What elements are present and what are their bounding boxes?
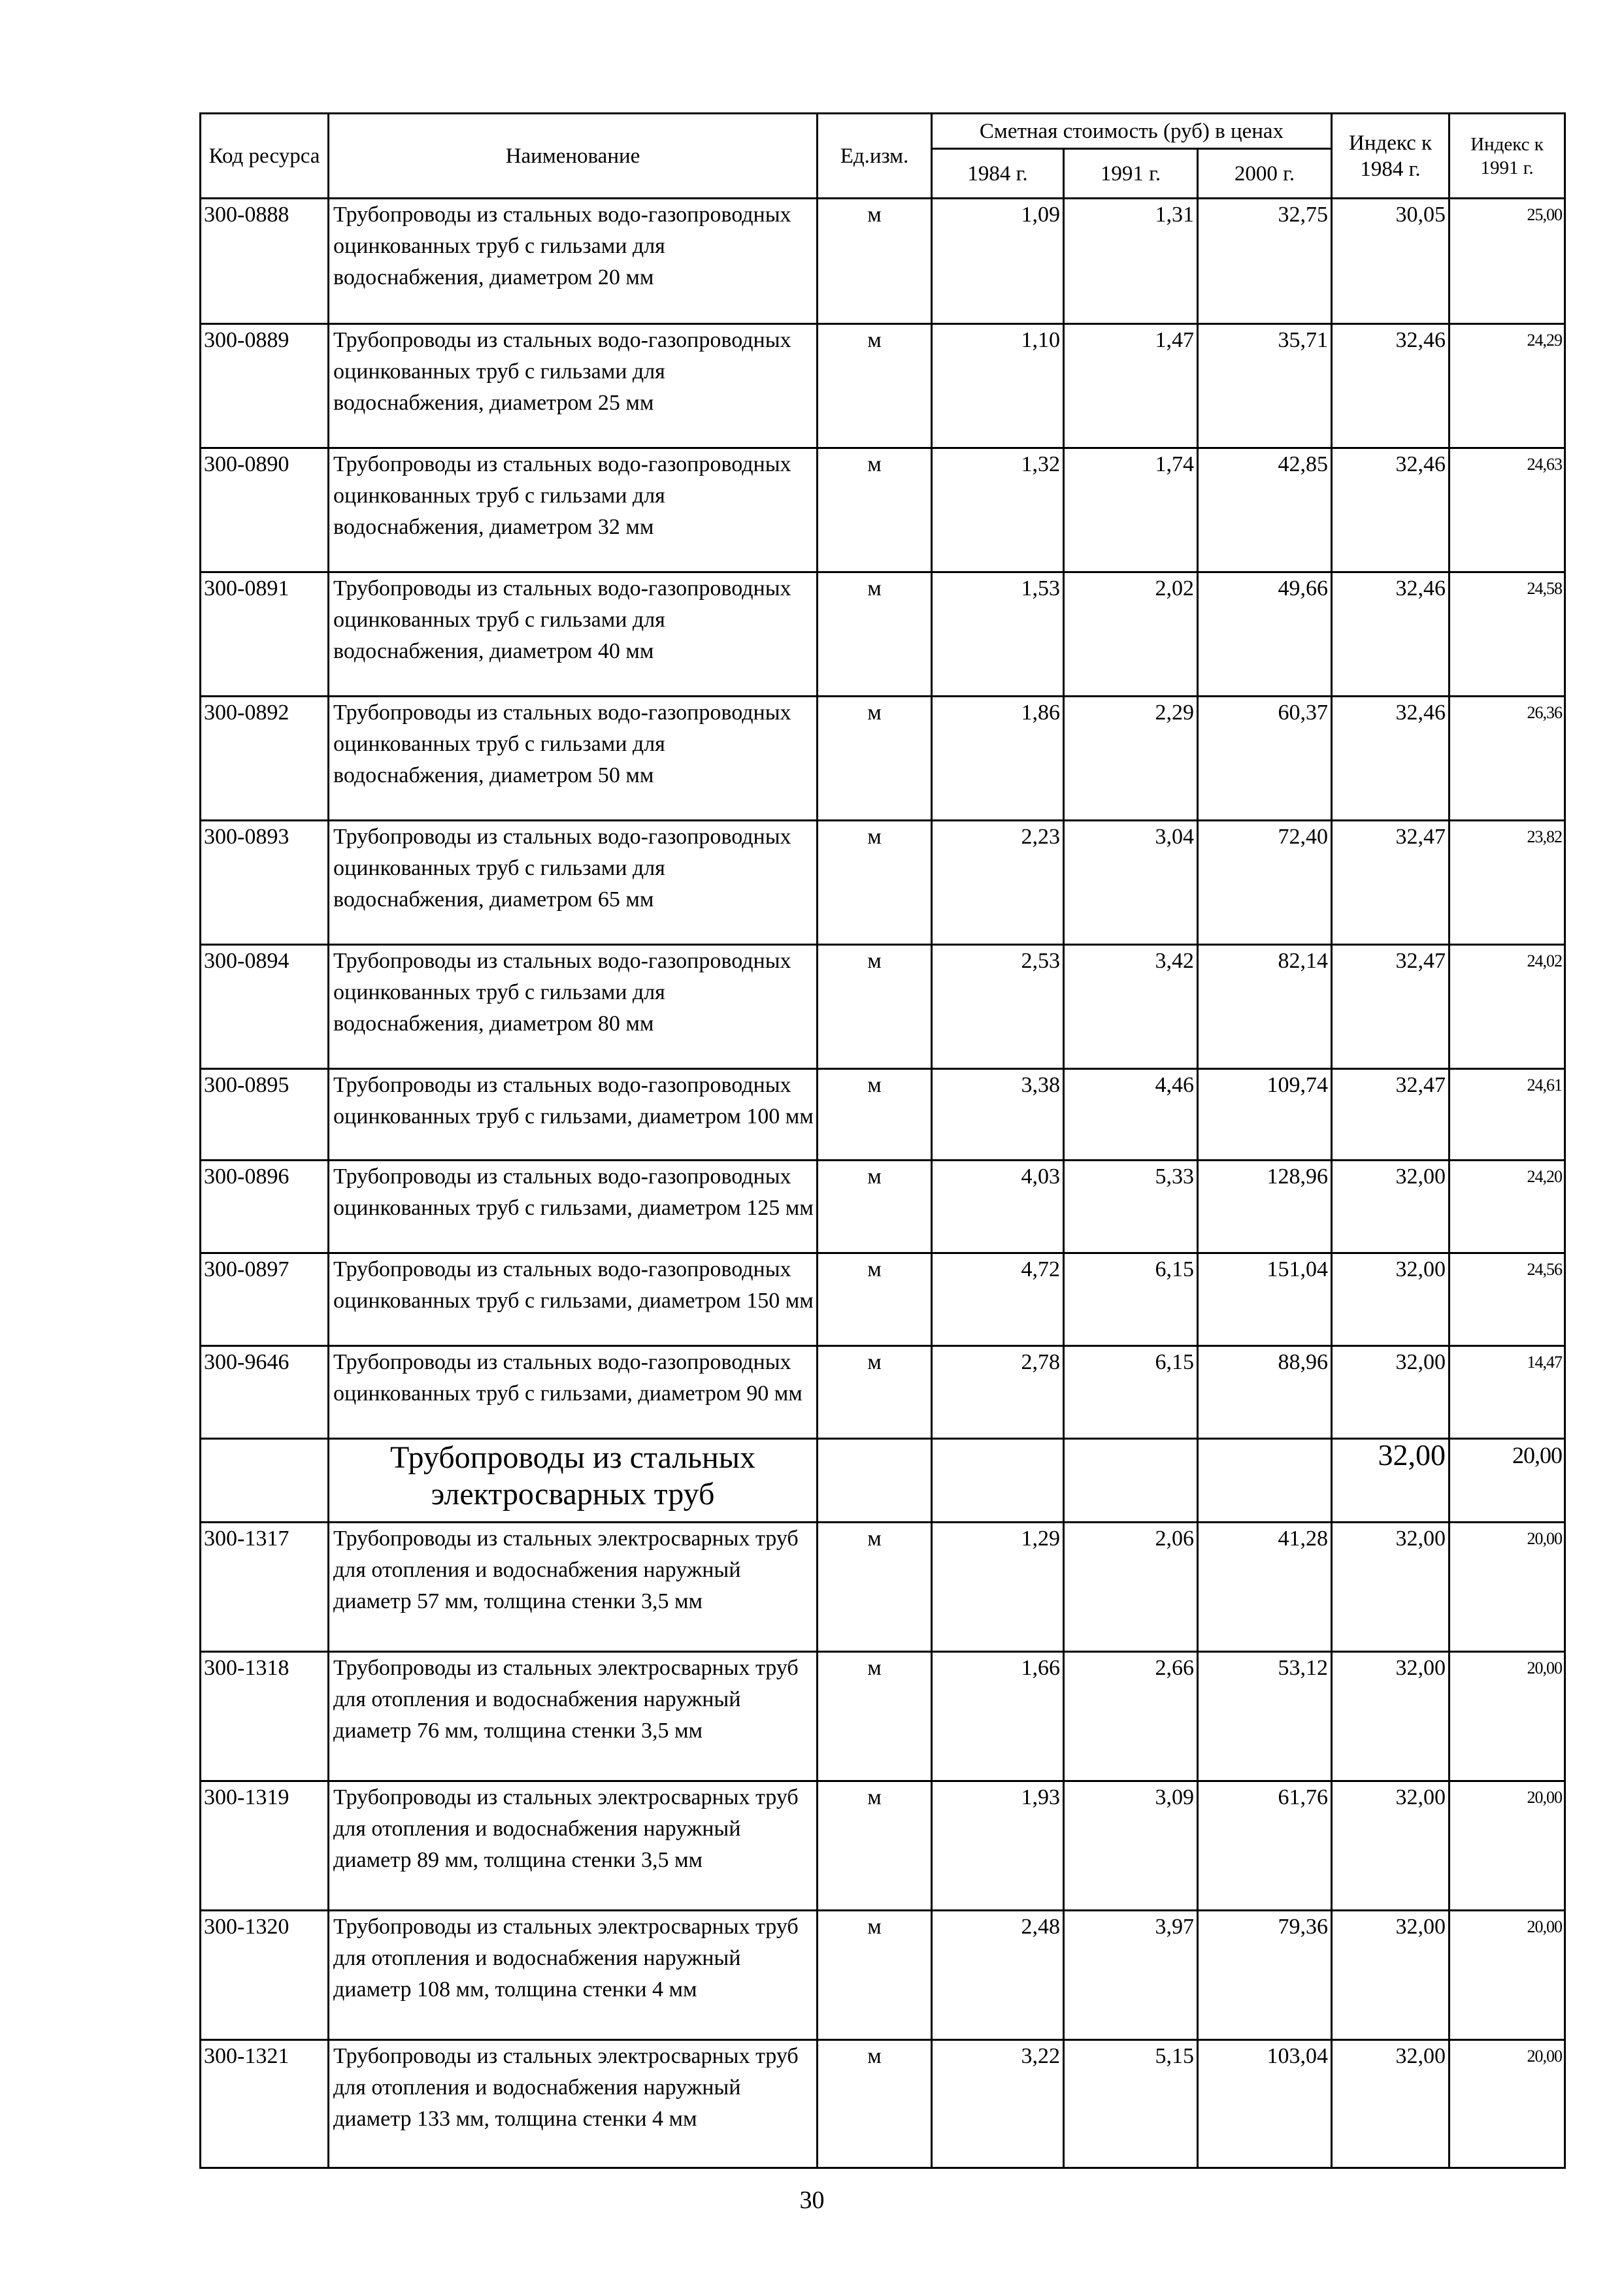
row-code: 300-1320 <box>201 1911 329 2040</box>
header-index-1984: Индекс к 1984 г. <box>1332 114 1450 199</box>
table-row <box>201 199 1565 324</box>
row-index-1984: 32,46 <box>1332 448 1450 572</box>
row-name: Трубопроводы из стальных водо-газопроводных оцинкованных труб с гильзами для водоснабжения, диаметром 65 мм <box>329 821 818 945</box>
row-index-1984: 32,46 <box>1332 324 1450 448</box>
row-price-2000: 41,28 <box>1198 1523 1332 1652</box>
row-name: Трубопроводы из стальных электросварных труб для отопления и водоснабжения наружный диаметр 133 мм, толщина стенки 4 мм <box>329 2040 818 2168</box>
row-unit: м <box>818 1161 932 1253</box>
row-unit: м <box>818 324 932 448</box>
row-code: 300-0889 <box>201 324 329 448</box>
row-price-1984: 1,32 <box>932 448 1064 572</box>
table-row <box>201 945 1565 1069</box>
row-price-2000: 79,36 <box>1198 1911 1332 2040</box>
row-price-1984: 1,66 <box>932 1652 1064 1781</box>
row-name: Трубопроводы из стальных водо-газопроводных оцинкованных труб с гильзами, диаметром 100 мм <box>329 1069 818 1161</box>
row-unit: м <box>818 1911 932 2040</box>
row-unit: м <box>818 448 932 572</box>
row-price-1984: 1,10 <box>932 324 1064 448</box>
header-index-1991: Индекс к 1991 г. <box>1450 114 1565 199</box>
row-unit: м <box>818 199 932 324</box>
row-name: Трубопроводы из стальных водо-газопроводных оцинкованных труб с гильзами для водоснабжения, диаметром 25 мм <box>329 324 818 448</box>
row-index-1991: 20,00 <box>1450 1652 1565 1781</box>
row-unit: м <box>818 1253 932 1346</box>
row-price-1991: 6,15 <box>1064 1253 1198 1346</box>
table-row <box>201 572 1565 697</box>
row-price-1991: 1,31 <box>1064 199 1198 324</box>
row-price-1991: 5,15 <box>1064 2040 1198 2168</box>
row-price-1991: 3,04 <box>1064 821 1198 945</box>
row-index-1991: 26,36 <box>1450 697 1565 821</box>
row-unit: м <box>818 821 932 945</box>
table-row <box>201 2040 1565 2168</box>
row-price-2000: 49,66 <box>1198 572 1332 697</box>
section-code-empty <box>201 1439 329 1523</box>
row-index-1984: 32,00 <box>1332 2040 1450 2168</box>
row-index-1984: 32,47 <box>1332 821 1450 945</box>
table-body <box>201 199 1565 2168</box>
section-price-1991-empty <box>1064 1439 1198 1523</box>
table-row <box>201 1253 1565 1346</box>
row-code: 300-0893 <box>201 821 329 945</box>
row-price-2000: 42,85 <box>1198 448 1332 572</box>
row-price-1991: 2,02 <box>1064 572 1198 697</box>
row-index-1991: 24,20 <box>1450 1161 1565 1253</box>
row-price-1991: 3,09 <box>1064 1781 1198 1911</box>
table-row <box>201 1523 1565 1652</box>
table-row <box>201 697 1565 821</box>
table-row <box>201 1781 1565 1911</box>
table-row <box>201 1652 1565 1781</box>
row-code: 300-9646 <box>201 1346 329 1439</box>
row-unit: м <box>818 1781 932 1911</box>
row-index-1984: 32,00 <box>1332 1161 1450 1253</box>
section-index-1984: 32,00 <box>1332 1439 1450 1523</box>
row-price-1984: 2,23 <box>932 821 1064 945</box>
row-unit: м <box>818 1523 932 1652</box>
header-unit: Ед.изм. <box>818 114 932 199</box>
table-row <box>201 1911 1565 2040</box>
table-row <box>201 1346 1565 1439</box>
row-index-1991: 20,00 <box>1450 1781 1565 1911</box>
row-name: Трубопроводы из стальных водо-газопроводных оцинкованных труб с гильзами для водоснабжения, диаметром 80 мм <box>329 945 818 1069</box>
row-name: Трубопроводы из стальных водо-газопроводных оцинкованных труб с гильзами, диаметром 125 мм <box>329 1161 818 1253</box>
row-name: Трубопроводы из стальных водо-газопроводных оцинкованных труб с гильзами, диаметром 90 мм <box>329 1346 818 1439</box>
row-name: Трубопроводы из стальных водо-газопроводных оцинкованных труб с гильзами для водоснабжения, диаметром 50 мм <box>329 697 818 821</box>
header-year-2000: 2000 г. <box>1198 149 1332 199</box>
row-price-1984: 2,48 <box>932 1911 1064 2040</box>
header-code: Код ресурса <box>201 114 329 199</box>
row-price-1991: 5,33 <box>1064 1161 1198 1253</box>
row-index-1984: 32,47 <box>1332 1069 1450 1161</box>
row-price-1991: 2,66 <box>1064 1652 1198 1781</box>
row-unit: м <box>818 1652 932 1781</box>
row-index-1984: 32,00 <box>1332 1652 1450 1781</box>
table-row <box>201 821 1565 945</box>
row-unit: м <box>818 572 932 697</box>
row-name: Трубопроводы из стальных водо-газопроводных оцинкованных труб с гильзами для водоснабжения, диаметром 20 мм <box>329 199 818 324</box>
row-price-1984: 1,09 <box>932 199 1064 324</box>
row-price-1991: 4,46 <box>1064 1069 1198 1161</box>
row-unit: м <box>818 1346 932 1439</box>
header-name: Наименование <box>329 114 818 199</box>
row-index-1991: 23,82 <box>1450 821 1565 945</box>
row-price-1984: 1,29 <box>932 1523 1064 1652</box>
row-price-1984: 4,03 <box>932 1161 1064 1253</box>
row-code: 300-1318 <box>201 1652 329 1781</box>
row-name: Трубопроводы из стальных электросварных труб для отопления и водоснабжения наружный диаметр 76 мм, толщина стенки 3,5 мм <box>329 1652 818 1781</box>
row-name: Трубопроводы из стальных электросварных труб для отопления и водоснабжения наружный диаметр 108 мм, толщина стенки 4 мм <box>329 1911 818 2040</box>
row-index-1991: 25,00 <box>1450 199 1565 324</box>
row-price-2000: 151,04 <box>1198 1253 1332 1346</box>
table-row <box>201 448 1565 572</box>
row-code: 300-0897 <box>201 1253 329 1346</box>
table-row <box>201 324 1565 448</box>
row-price-2000: 103,04 <box>1198 2040 1332 2168</box>
row-unit: м <box>818 697 932 821</box>
row-name: Трубопроводы из стальных водо-газопроводных оцинкованных труб с гильзами для водоснабжения, диаметром 40 мм <box>329 572 818 697</box>
row-price-1984: 1,93 <box>932 1781 1064 1911</box>
page-number: 30 <box>799 2186 825 2214</box>
row-code: 300-0896 <box>201 1161 329 1253</box>
section-unit-empty <box>818 1439 932 1523</box>
table-header <box>201 114 1565 199</box>
row-price-1984: 1,86 <box>932 697 1064 821</box>
row-code: 300-0888 <box>201 199 329 324</box>
row-index-1991: 24,61 <box>1450 1069 1565 1161</box>
row-index-1991: 24,58 <box>1450 572 1565 697</box>
section-index-1991: 20,00 <box>1450 1439 1565 1523</box>
row-name: Трубопроводы из стальных электросварных труб для отопления и водоснабжения наружный диаметр 89 мм, толщина стенки 3,5 мм <box>329 1781 818 1911</box>
row-name: Трубопроводы из стальных электросварных труб для отопления и водоснабжения наружный диаметр 57 мм, толщина стенки 3,5 мм <box>329 1523 818 1652</box>
row-price-1991: 2,06 <box>1064 1523 1198 1652</box>
row-unit: м <box>818 1069 932 1161</box>
table-row <box>201 1161 1565 1253</box>
row-price-2000: 35,71 <box>1198 324 1332 448</box>
row-index-1984: 32,00 <box>1332 1523 1450 1652</box>
row-price-1984: 1,53 <box>932 572 1064 697</box>
price-table <box>199 112 1566 2169</box>
row-price-1991: 6,15 <box>1064 1346 1198 1439</box>
row-price-2000: 32,75 <box>1198 199 1332 324</box>
row-unit: м <box>818 945 932 1069</box>
row-price-2000: 61,76 <box>1198 1781 1332 1911</box>
row-index-1984: 32,00 <box>1332 1781 1450 1911</box>
row-code: 300-0891 <box>201 572 329 697</box>
row-index-1984: 32,47 <box>1332 945 1450 1069</box>
section-title: Трубопроводы из стальных электросварных труб <box>329 1439 818 1523</box>
section-price-1984-empty <box>932 1439 1064 1523</box>
row-index-1991: 24,63 <box>1450 448 1565 572</box>
row-code: 300-1319 <box>201 1781 329 1911</box>
row-index-1984: 32,00 <box>1332 1253 1450 1346</box>
row-index-1991: 24,29 <box>1450 324 1565 448</box>
row-price-1991: 3,42 <box>1064 945 1198 1069</box>
row-code: 300-0892 <box>201 697 329 821</box>
row-code: 300-0894 <box>201 945 329 1069</box>
row-price-1984: 3,22 <box>932 2040 1064 2168</box>
row-index-1991: 20,00 <box>1450 1523 1565 1652</box>
row-name: Трубопроводы из стальных водо-газопроводных оцинкованных труб с гильзами для водоснабжения, диаметром 32 мм <box>329 448 818 572</box>
row-price-1984: 3,38 <box>932 1069 1064 1161</box>
row-price-1991: 1,47 <box>1064 324 1198 448</box>
row-price-2000: 60,37 <box>1198 697 1332 821</box>
section-price-2000-empty <box>1198 1439 1332 1523</box>
row-index-1991: 20,00 <box>1450 2040 1565 2168</box>
row-price-2000: 72,40 <box>1198 821 1332 945</box>
row-code: 300-1317 <box>201 1523 329 1652</box>
row-index-1991: 24,56 <box>1450 1253 1565 1346</box>
row-price-1991: 2,29 <box>1064 697 1198 821</box>
row-index-1991: 20,00 <box>1450 1911 1565 2040</box>
row-price-1991: 1,74 <box>1064 448 1198 572</box>
row-index-1984: 32,46 <box>1332 697 1450 821</box>
header-year-1991: 1991 г. <box>1064 149 1198 199</box>
section-row <box>201 1439 1565 1523</box>
row-index-1984: 32,00 <box>1332 1346 1450 1439</box>
row-price-1984: 2,78 <box>932 1346 1064 1439</box>
row-index-1984: 32,46 <box>1332 572 1450 697</box>
row-price-2000: 109,74 <box>1198 1069 1332 1161</box>
row-price-2000: 128,96 <box>1198 1161 1332 1253</box>
row-index-1984: 32,00 <box>1332 1911 1450 2040</box>
row-code: 300-1321 <box>201 2040 329 2168</box>
row-price-1991: 3,97 <box>1064 1911 1198 2040</box>
row-index-1984: 30,05 <box>1332 199 1450 324</box>
row-price-1984: 2,53 <box>932 945 1064 1069</box>
row-price-2000: 53,12 <box>1198 1652 1332 1781</box>
table-row <box>201 1069 1565 1161</box>
row-index-1991: 24,02 <box>1450 945 1565 1069</box>
row-index-1991: 14,47 <box>1450 1346 1565 1439</box>
row-name: Трубопроводы из стальных водо-газопроводных оцинкованных труб с гильзами, диаметром 150 мм <box>329 1253 818 1346</box>
row-price-1984: 4,72 <box>932 1253 1064 1346</box>
header-year-1984: 1984 г. <box>932 149 1064 199</box>
header-cost-group: Сметная стоимость (руб) в ценах <box>932 114 1332 149</box>
row-code: 300-0890 <box>201 448 329 572</box>
row-price-2000: 82,14 <box>1198 945 1332 1069</box>
row-code: 300-0895 <box>201 1069 329 1161</box>
row-price-2000: 88,96 <box>1198 1346 1332 1439</box>
row-unit: м <box>818 2040 932 2168</box>
